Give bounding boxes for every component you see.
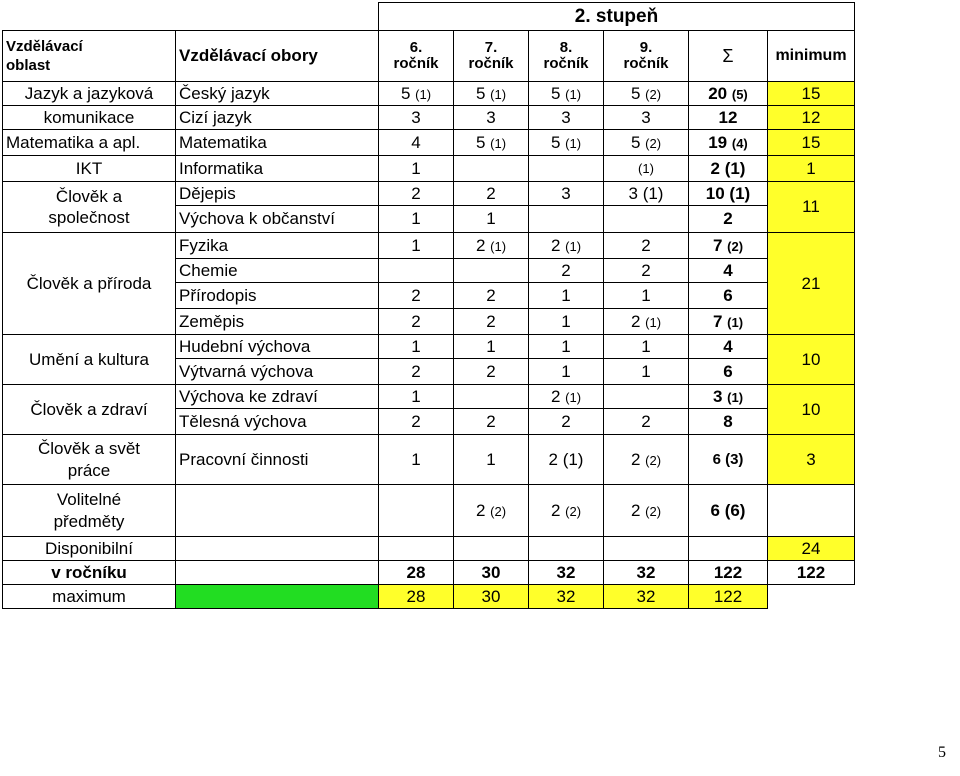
cell [176, 537, 379, 561]
oblast-matematika: Matematika a apl. [3, 130, 176, 156]
sum-cell: 7 (1) [689, 309, 768, 335]
curriculum-table [2, 2, 855, 609]
sigma-header: Σ [689, 31, 768, 82]
cell [529, 156, 604, 182]
sum-cell: 2 (1) [689, 156, 768, 182]
cell: 3 [529, 106, 604, 130]
obor-prirodopis: Přírodopis [176, 283, 379, 309]
oblast-jazyk-2: komunikace [3, 106, 176, 130]
sum-cell: 2 [689, 206, 768, 233]
sum-cell: 8 [689, 409, 768, 435]
sum-cell: 19 (4) [689, 130, 768, 156]
cell: 1 [604, 359, 689, 385]
oblast-zdravi: Člověk a zdraví [3, 385, 176, 435]
sum-cell: 6 (3) [689, 435, 768, 485]
cell: 1 [529, 335, 604, 359]
min-cell: 15 [768, 130, 855, 156]
cell: 1 [529, 359, 604, 385]
cell: 5 (1) [529, 82, 604, 106]
obory-header: Vzdělávací obory [176, 31, 379, 82]
min-cell: 10 [768, 335, 855, 385]
obor-zemepis: Zeměpis [176, 309, 379, 335]
cell: 2 (1) [529, 385, 604, 409]
max-cell: 32 [604, 585, 689, 609]
cell [768, 485, 855, 537]
cell: 1 [454, 435, 529, 485]
sum-cell: 10 (1) [689, 182, 768, 206]
cell [176, 485, 379, 537]
min-cell: 11 [768, 182, 855, 233]
cell [604, 385, 689, 409]
obor-cesky: Český jazyk [176, 82, 379, 106]
cell: 2 (1) [454, 233, 529, 259]
min-cell: 15 [768, 82, 855, 106]
cell: 1 [379, 233, 454, 259]
obor-cizi: Cizí jazyk [176, 106, 379, 130]
total-cell: 122 [689, 561, 768, 585]
cell: 2 [379, 409, 454, 435]
total-cell: 32 [604, 561, 689, 585]
cell [689, 537, 768, 561]
max-cell: 122 [689, 585, 768, 609]
cell: 2 [454, 182, 529, 206]
total-cell: 28 [379, 561, 454, 585]
sum-cell: 4 [689, 335, 768, 359]
corner-empty [3, 3, 176, 31]
obor-matematika: Matematika [176, 130, 379, 156]
oblast-jazyk-1: Jazyk a jazyková [3, 82, 176, 106]
cell: 1 [604, 283, 689, 309]
cell [604, 537, 689, 561]
cell [379, 485, 454, 537]
cell: 2 [454, 283, 529, 309]
max-cell: 30 [454, 585, 529, 609]
cell: 5 (1) [454, 82, 529, 106]
cell [454, 385, 529, 409]
cell: 5 (1) [529, 130, 604, 156]
cell [454, 537, 529, 561]
rocnik-8-header: 8. ročník [529, 31, 604, 82]
cell [176, 561, 379, 585]
minimum-header: minimum [768, 31, 855, 82]
sum-cell: 20 (5) [689, 82, 768, 106]
min-cell: 12 [768, 106, 855, 130]
sum-cell: 6 [689, 283, 768, 309]
cell: 1 [454, 335, 529, 359]
obor-hudebni: Hudební výchova [176, 335, 379, 359]
cell: 2 (1) [604, 309, 689, 335]
sum-cell: 6 [689, 359, 768, 385]
corner-empty [176, 3, 379, 31]
cell: 1 [529, 309, 604, 335]
cell: 3 (1) [604, 182, 689, 206]
sum-cell: 3 (1) [689, 385, 768, 409]
cell: 1 [604, 335, 689, 359]
cell: 1 [454, 206, 529, 233]
cell: 2 (1) [529, 233, 604, 259]
cell [379, 537, 454, 561]
cell: 2 [379, 309, 454, 335]
page-number: 5 [938, 744, 946, 761]
rocnik-6-header: 6. ročník [379, 31, 454, 82]
v-rocniku-label: v ročníku [3, 561, 176, 585]
cell: 2 [379, 359, 454, 385]
cell [176, 585, 379, 609]
cell: 5 (1) [379, 82, 454, 106]
obor-pracovni: Pracovní činnosti [176, 435, 379, 485]
cell: 5 (1) [454, 130, 529, 156]
cell: 2 [454, 409, 529, 435]
rocnik-7-header: 7. ročník [454, 31, 529, 82]
cell: 5 (2) [604, 130, 689, 156]
oblast-spolecnost: Člověk a společnost [3, 182, 176, 233]
cell: 2 [379, 182, 454, 206]
cell: (1) [604, 156, 689, 182]
cell: 1 [379, 156, 454, 182]
cell: 3 [379, 106, 454, 130]
cell: 4 [379, 130, 454, 156]
maximum-label: maximum [3, 585, 176, 609]
obor-vychova-zdravi: Výchova ke zdraví [176, 385, 379, 409]
oblast-volitelne: Volitelné předměty [3, 485, 176, 537]
cell: 1 [379, 206, 454, 233]
cell: 3 [454, 106, 529, 130]
cell: 2 [604, 409, 689, 435]
oblast-umeni: Umění a kultura [3, 335, 176, 385]
min-cell: 21 [768, 233, 855, 335]
rocnik-9-header: 9. ročník [604, 31, 689, 82]
sum-cell: 12 [689, 106, 768, 130]
cell: 2 [454, 359, 529, 385]
cell: 2 (2) [604, 485, 689, 537]
sum-cell: 6 (6) [689, 485, 768, 537]
cell [768, 585, 855, 609]
cell: 2 (2) [604, 435, 689, 485]
cell: 2 [529, 259, 604, 283]
obor-telesna: Tělesná výchova [176, 409, 379, 435]
max-cell: 32 [529, 585, 604, 609]
obor-dejepis: Dějepis [176, 182, 379, 206]
max-cell: 28 [379, 585, 454, 609]
cell: 1 [379, 385, 454, 409]
cell [454, 259, 529, 283]
cell: 2 [454, 309, 529, 335]
cell: 2 [604, 259, 689, 283]
obor-fyzika: Fyzika [176, 233, 379, 259]
oblast-header: Vzdělávací oblast [3, 31, 176, 82]
oblast-disponibilni: Disponibilní [3, 537, 176, 561]
obor-obcanstvi: Výchova k občanství [176, 206, 379, 233]
min-cell: 24 [768, 537, 855, 561]
oblast-priroda: Člověk a příroda [3, 233, 176, 335]
obor-informatika: Informatika [176, 156, 379, 182]
cell: 1 [379, 335, 454, 359]
cell: 5 (2) [604, 82, 689, 106]
oblast-prace: Člověk a svět práce [3, 435, 176, 485]
total-cell: 122 [768, 561, 855, 585]
cell: 2 [604, 233, 689, 259]
cell: 2 (2) [529, 485, 604, 537]
total-cell: 32 [529, 561, 604, 585]
cell: 1 [529, 283, 604, 309]
min-cell: 1 [768, 156, 855, 182]
cell [604, 206, 689, 233]
stupen-header: 2. stupeň [379, 3, 855, 31]
cell: 3 [604, 106, 689, 130]
obor-chemie: Chemie [176, 259, 379, 283]
cell [529, 206, 604, 233]
min-cell: 3 [768, 435, 855, 485]
cell: 2 [379, 283, 454, 309]
oblast-ikt: IKT [3, 156, 176, 182]
obor-vytvarna: Výtvarná výchova [176, 359, 379, 385]
cell [379, 259, 454, 283]
min-cell: 10 [768, 385, 855, 435]
cell: 3 [529, 182, 604, 206]
sum-cell: 4 [689, 259, 768, 283]
cell [454, 156, 529, 182]
cell: 2 (1) [529, 435, 604, 485]
cell: 2 (2) [454, 485, 529, 537]
cell: 1 [379, 435, 454, 485]
sum-cell: 7 (2) [689, 233, 768, 259]
cell [529, 537, 604, 561]
total-cell: 30 [454, 561, 529, 585]
cell: 2 [529, 409, 604, 435]
